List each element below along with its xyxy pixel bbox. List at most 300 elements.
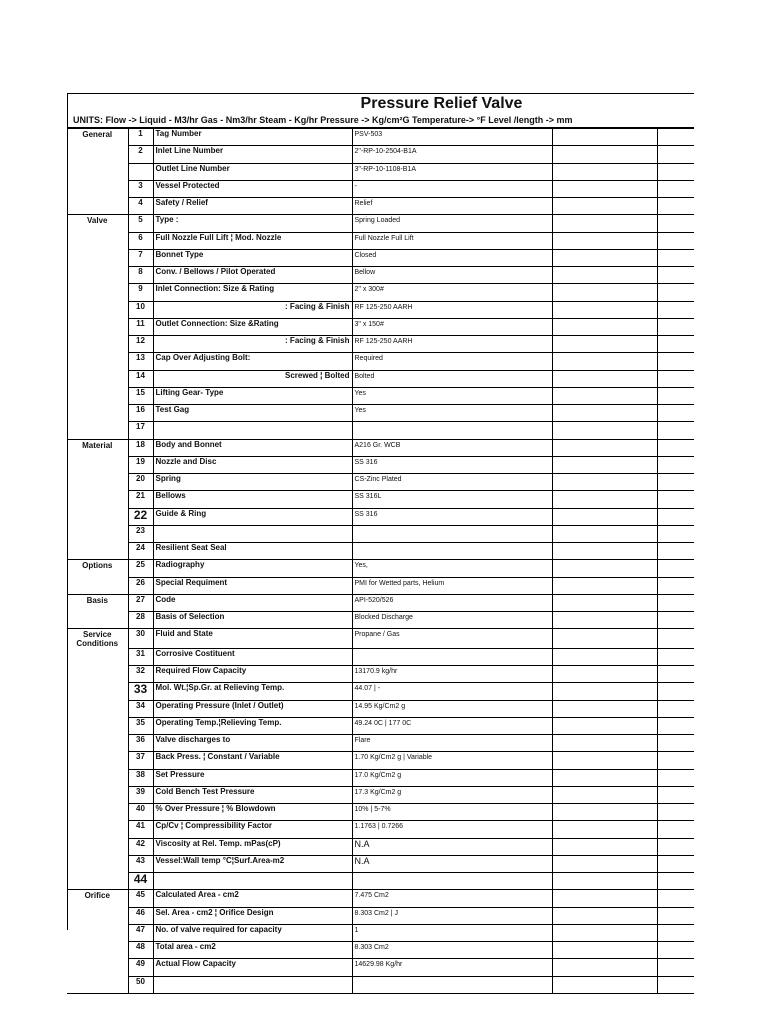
item-description: : Facing & Finish [153, 336, 352, 353]
blank-cell [552, 629, 657, 649]
blank-cell [552, 146, 657, 163]
item-description: Actual Flow Capacity [153, 959, 352, 976]
group-label [67, 873, 128, 890]
item-description: Resilient Seat Seal [153, 543, 352, 560]
group-label [67, 405, 128, 422]
table-row [67, 249, 694, 266]
blank-cell [552, 318, 657, 335]
item-description: Vessel Protected [153, 180, 352, 197]
item-value: 14.95 Kg/Cm2 g [352, 700, 552, 717]
item-value: 8.303 Cm2 | J [352, 907, 552, 924]
item-value: A216 Gr. WCB [352, 439, 552, 456]
blank-cell [552, 560, 657, 577]
group-label [67, 163, 128, 180]
group-label [67, 959, 128, 976]
blank-cell [657, 301, 694, 318]
blank-cell [657, 786, 694, 803]
blank-cell [552, 838, 657, 855]
blank-cell [552, 422, 657, 439]
table-row [67, 976, 694, 993]
table-row [67, 907, 694, 924]
item-description: Sel. Area - cm2 ¦ Orifice Design [153, 907, 352, 924]
table-row [67, 629, 694, 649]
item-number: 1 [128, 129, 153, 146]
item-value: Full Nozzle Full Lift [352, 232, 552, 249]
item-number: 22 [128, 508, 153, 525]
blank-cell [657, 594, 694, 611]
group-label [67, 353, 128, 370]
blank-cell [657, 907, 694, 924]
blank-cell [552, 387, 657, 404]
item-description: Radiography [153, 560, 352, 577]
item-value: SS 316 [352, 508, 552, 525]
blank-cell [657, 439, 694, 456]
item-number: 45 [128, 890, 153, 907]
item-number: 14 [128, 370, 153, 387]
datasheet [67, 93, 694, 986]
item-number: 40 [128, 804, 153, 821]
item-number: 38 [128, 769, 153, 786]
item-description [153, 873, 352, 890]
table-row [67, 336, 694, 353]
item-value: - [352, 180, 552, 197]
blank-cell [657, 146, 694, 163]
item-number: 10 [128, 301, 153, 318]
table-row [67, 353, 694, 370]
group-label [67, 249, 128, 266]
blank-cell [657, 735, 694, 752]
blank-cell [657, 959, 694, 976]
blank-cell [552, 370, 657, 387]
blank-cell [657, 284, 694, 301]
blank-cell [657, 543, 694, 560]
blank-cell [657, 838, 694, 855]
blank-cell [552, 924, 657, 941]
item-value: API-520/526 [352, 594, 552, 611]
item-number: 34 [128, 700, 153, 717]
group-label [67, 318, 128, 335]
blank-cell [657, 508, 694, 525]
blank-cell [657, 752, 694, 769]
item-description: Tag Number [153, 129, 352, 146]
item-value: Closed [352, 249, 552, 266]
item-number [128, 163, 153, 180]
table-row [67, 594, 694, 611]
group-label [67, 769, 128, 786]
group-label [67, 752, 128, 769]
item-description: Operating Pressure (Inlet / Outlet) [153, 700, 352, 717]
table-row [67, 180, 694, 197]
item-number: 3 [128, 180, 153, 197]
group-label [67, 612, 128, 629]
item-value: 1.70 Kg/Cm2 g | Variable [352, 752, 552, 769]
table-row [67, 456, 694, 473]
item-value: RF 125-250 AARH [352, 336, 552, 353]
blank-cell [552, 267, 657, 284]
table-row [67, 717, 694, 734]
item-description: Test Gag [153, 405, 352, 422]
group-label [67, 700, 128, 717]
item-value [352, 525, 552, 542]
item-value: 2"-RP-10-2504-B1A [352, 146, 552, 163]
blank-cell [552, 232, 657, 249]
blank-cell [552, 666, 657, 683]
table-row [67, 577, 694, 594]
item-description: Bonnet Type [153, 249, 352, 266]
item-description: Conv. / Bellows / Pilot Operated [153, 267, 352, 284]
table-row [67, 491, 694, 508]
item-value: Yes, [352, 560, 552, 577]
blank-cell [552, 198, 657, 215]
item-value: 13170.9 kg/hr [352, 666, 552, 683]
item-number: 7 [128, 249, 153, 266]
item-description: Type : [153, 215, 352, 232]
item-value [352, 648, 552, 665]
blank-cell [657, 232, 694, 249]
item-value: Bolted [352, 370, 552, 387]
blank-cell [657, 267, 694, 284]
item-number: 49 [128, 959, 153, 976]
item-value: SS 316 [352, 456, 552, 473]
group-label [67, 648, 128, 665]
group-label [67, 942, 128, 959]
item-number: 15 [128, 387, 153, 404]
item-number: 9 [128, 284, 153, 301]
blank-cell [552, 543, 657, 560]
blank-cell [657, 890, 694, 907]
blank-cell [657, 405, 694, 422]
table-row [67, 370, 694, 387]
blank-cell [657, 318, 694, 335]
group-label [67, 855, 128, 872]
blank-cell [657, 525, 694, 542]
group-label [67, 180, 128, 197]
item-description: Lifting Gear- Type [153, 387, 352, 404]
blank-cell [552, 336, 657, 353]
blank-cell [552, 249, 657, 266]
table-row [67, 405, 694, 422]
item-description: Body and Bonnet [153, 439, 352, 456]
blank-cell [552, 525, 657, 542]
blank-cell [552, 474, 657, 491]
item-value [352, 543, 552, 560]
item-number: 37 [128, 752, 153, 769]
blank-cell [657, 336, 694, 353]
blank-cell [657, 942, 694, 959]
table-row [67, 525, 694, 542]
item-description: Cp/Cv ¦ Compressibility Factor [153, 821, 352, 838]
item-description: Required Flow Capacity [153, 666, 352, 683]
item-value: Flare [352, 735, 552, 752]
blank-cell [552, 752, 657, 769]
group-label [67, 198, 128, 215]
item-description: Outlet Connection: Size &Rating [153, 318, 352, 335]
item-description: Outlet Line Number [153, 163, 352, 180]
group-label [67, 907, 128, 924]
item-value: N.A [352, 855, 552, 872]
blank-cell [552, 907, 657, 924]
blank-cell [657, 422, 694, 439]
table-row [67, 924, 694, 941]
blank-cell [657, 666, 694, 683]
group-label [67, 786, 128, 803]
table-row [67, 752, 694, 769]
item-description: No. of valve required for capacity [153, 924, 352, 941]
item-number: 28 [128, 612, 153, 629]
item-value: 44.07 | - [352, 683, 552, 700]
item-value: Yes [352, 387, 552, 404]
blank-cell [552, 873, 657, 890]
blank-cell [552, 976, 657, 993]
item-description: Cap Over Adjusting Bolt: [153, 353, 352, 370]
item-value: PSV-503 [352, 129, 552, 146]
item-number: 33 [128, 683, 153, 700]
blank-cell [657, 370, 694, 387]
item-number: 16 [128, 405, 153, 422]
item-number: 31 [128, 648, 153, 665]
blank-cell [552, 405, 657, 422]
item-description: Bellows [153, 491, 352, 508]
item-value: CS-Zinc Plated [352, 474, 552, 491]
item-number: 13 [128, 353, 153, 370]
item-number: 5 [128, 215, 153, 232]
item-number: 44 [128, 873, 153, 890]
item-value: Propane / Gas [352, 629, 552, 649]
item-number: 39 [128, 786, 153, 803]
group-label [67, 336, 128, 353]
blank-cell [657, 821, 694, 838]
item-number: 18 [128, 439, 153, 456]
item-value: SS 316L [352, 491, 552, 508]
table-row [67, 700, 694, 717]
table-row [67, 198, 694, 215]
blank-cell [552, 491, 657, 508]
item-description: Special Requiment [153, 577, 352, 594]
blank-cell [552, 439, 657, 456]
group-label [67, 683, 128, 700]
item-number: 21 [128, 491, 153, 508]
group-label: Basis [67, 594, 128, 611]
blank-cell [657, 387, 694, 404]
group-label [67, 543, 128, 560]
item-description: Valve discharges to [153, 735, 352, 752]
group-label [67, 735, 128, 752]
table-row [67, 821, 694, 838]
item-description: Inlet Line Number [153, 146, 352, 163]
group-label [67, 232, 128, 249]
group-label [67, 717, 128, 734]
blank-cell [552, 890, 657, 907]
blank-cell [552, 769, 657, 786]
blank-cell [657, 804, 694, 821]
item-value: 8.303 Cm2 [352, 942, 552, 959]
item-value: Yes [352, 405, 552, 422]
group-label: Material [67, 439, 128, 456]
blank-cell [552, 301, 657, 318]
sheet-title: Pressure Relief Valve [360, 95, 523, 112]
table-row [67, 855, 694, 872]
item-value: 2" x 300# [352, 284, 552, 301]
spec-table [67, 128, 694, 994]
blank-cell [657, 700, 694, 717]
item-number: 50 [128, 976, 153, 993]
blank-cell [552, 163, 657, 180]
blank-cell [552, 612, 657, 629]
item-number: 41 [128, 821, 153, 838]
item-number: 2 [128, 146, 153, 163]
table-row [67, 612, 694, 629]
item-value: Required [352, 353, 552, 370]
blank-cell [657, 560, 694, 577]
blank-cell [657, 577, 694, 594]
item-description: Back Press. ¦ Constant / Variable [153, 752, 352, 769]
item-value: 17.0 Kg/Cm2 g [352, 769, 552, 786]
item-description: % Over Pressure ¦ % Blowdown [153, 804, 352, 821]
blank-cell [552, 855, 657, 872]
blank-cell [657, 924, 694, 941]
group-label [67, 301, 128, 318]
item-value: 49.24 0C | 177 0C [352, 717, 552, 734]
blank-cell [657, 129, 694, 146]
table-row [67, 959, 694, 976]
item-value: PMI for Wetted parts, Helium [352, 577, 552, 594]
blank-cell [657, 683, 694, 700]
item-description: Mol. Wt.¦Sp.Gr. at Relieving Temp. [153, 683, 352, 700]
table-row [67, 648, 694, 665]
table-row [67, 301, 694, 318]
table-row [67, 735, 694, 752]
group-label [67, 456, 128, 473]
item-number: 30 [128, 629, 153, 649]
item-description: Fluid and State [153, 629, 352, 649]
item-description: Calculated Area - cm2 [153, 890, 352, 907]
item-description: Full Nozzle Full Lift ¦ Mod. Nozzle [153, 232, 352, 249]
item-number: 24 [128, 543, 153, 560]
item-number: 25 [128, 560, 153, 577]
blank-cell [552, 648, 657, 665]
item-value: 10% | 5-7% [352, 804, 552, 821]
table-row [67, 804, 694, 821]
item-number: 46 [128, 907, 153, 924]
group-label [67, 284, 128, 301]
group-label [67, 924, 128, 941]
table-row [67, 284, 694, 301]
table-row [67, 422, 694, 439]
item-number: 35 [128, 717, 153, 734]
item-number: 43 [128, 855, 153, 872]
item-description: Basis of Selection [153, 612, 352, 629]
table-row [67, 129, 694, 146]
item-value: RF 125-250 AARH [352, 301, 552, 318]
item-description: Safety / Relief [153, 198, 352, 215]
blank-cell [552, 786, 657, 803]
group-label [67, 474, 128, 491]
item-value: 3"-RP-10-1108-B1A [352, 163, 552, 180]
item-value: 7.475 Cm2 [352, 890, 552, 907]
item-number: 19 [128, 456, 153, 473]
table-row [67, 890, 694, 907]
blank-cell [657, 491, 694, 508]
item-description: : Facing & Finish [153, 301, 352, 318]
item-description: Cold Bench Test Pressure [153, 786, 352, 803]
item-value: Spring Loaded [352, 215, 552, 232]
item-description: Set Pressure [153, 769, 352, 786]
blank-cell [552, 129, 657, 146]
blank-cell [657, 769, 694, 786]
item-value: N.A [352, 838, 552, 855]
item-description: Nozzle and Disc [153, 456, 352, 473]
blank-cell [657, 873, 694, 890]
item-description [153, 525, 352, 542]
group-label [67, 838, 128, 855]
blank-cell [552, 353, 657, 370]
blank-cell [552, 735, 657, 752]
item-description [153, 422, 352, 439]
group-label [67, 491, 128, 508]
blank-cell [552, 180, 657, 197]
item-value [352, 873, 552, 890]
group-label [67, 267, 128, 284]
item-number: 47 [128, 924, 153, 941]
item-description: Corrosive Costituent [153, 648, 352, 665]
group-label [67, 577, 128, 594]
group-label [67, 525, 128, 542]
blank-cell [657, 456, 694, 473]
blank-cell [657, 474, 694, 491]
item-value [352, 422, 552, 439]
blank-cell [552, 456, 657, 473]
blank-cell [552, 717, 657, 734]
item-number: 17 [128, 422, 153, 439]
item-description: Total area - cm2 [153, 942, 352, 959]
group-label [67, 666, 128, 683]
item-description: Screwed ¦ Bolted [153, 370, 352, 387]
table-row [67, 560, 694, 577]
table-row [67, 508, 694, 525]
group-label [67, 387, 128, 404]
group-label [67, 508, 128, 525]
blank-cell [552, 594, 657, 611]
blank-cell [552, 959, 657, 976]
blank-cell [552, 821, 657, 838]
blank-cell [552, 700, 657, 717]
blank-cell [657, 717, 694, 734]
group-label [67, 146, 128, 163]
item-number: 20 [128, 474, 153, 491]
blank-cell [657, 612, 694, 629]
item-value: 17.3 Kg/Cm2 g [352, 786, 552, 803]
item-number: 36 [128, 735, 153, 752]
table-row [67, 786, 694, 803]
blank-cell [657, 855, 694, 872]
blank-cell [657, 180, 694, 197]
group-label [67, 804, 128, 821]
blank-cell [552, 284, 657, 301]
blank-cell [657, 215, 694, 232]
item-value: 3" x 150# [352, 318, 552, 335]
blank-cell [657, 648, 694, 665]
group-label: Valve [67, 215, 128, 232]
blank-cell [657, 249, 694, 266]
item-number: 8 [128, 267, 153, 284]
item-value [352, 976, 552, 993]
item-number: 23 [128, 525, 153, 542]
table-row [67, 474, 694, 491]
units-line: UNITS: Flow -> Liquid - M3/hr Gas - Nm3/hr Steam - Kg/hr Pressure -> Kg/cm²G Temperature-> °F Level /length -> mm [73, 115, 573, 125]
item-description: Guide & Ring [153, 508, 352, 525]
item-value: Relief [352, 198, 552, 215]
table-row [67, 666, 694, 683]
